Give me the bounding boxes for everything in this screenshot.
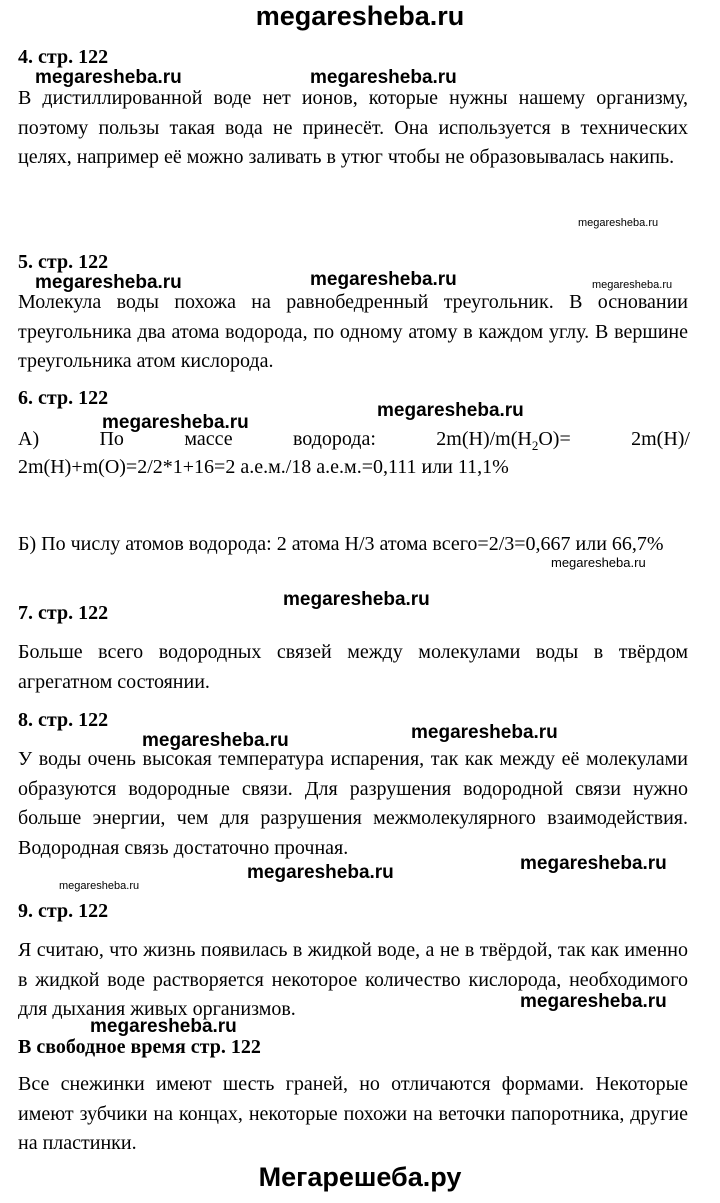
section-4-text: В дистиллированной воде нет ионов, которые нужны нашему организму, поэтому пользы такая вода не принесёт. Она используется в технических целях, например её можно заливать в утюг чтобы не образовывалась накипь. (18, 87, 688, 168)
word: водорода: (292, 428, 376, 450)
section-6-heading: 6. стр. 122 (18, 387, 109, 409)
section-5-heading: 5. стр. 122 (18, 251, 109, 273)
watermark: megaresheba.ru (520, 853, 667, 874)
formula: $2m(H)/m(H_2O)=$ (436, 428, 571, 453)
site-header: megaresheba.ru (255, 1, 465, 31)
watermark: megaresheba.ru (35, 272, 182, 293)
watermark: megaresheba.ru (102, 412, 249, 433)
watermark-small: megaresheba.ru (551, 555, 646, 570)
word: А) (18, 428, 40, 450)
section-4-heading: 4. стр. 122 (18, 46, 109, 68)
watermark: megaresheba.ru (283, 589, 430, 610)
section-8-heading: 8. стр. 122 (18, 709, 109, 731)
free-time-text: Все снежинки имеют шесть граней, но отличаются формами. Некоторые имеют зубчики на концах, некоторые похожи на веточки папоротника, другие на пластинки. (18, 1073, 688, 1154)
watermark: megaresheba.ru (35, 67, 182, 88)
free-time-heading: В свободное время стр. 122 (18, 1036, 261, 1058)
section-6-part-b: Б) По числу атомов водорода: 2 атома H/3 атома всего=2/3=0,667 или 66,7% (18, 533, 664, 555)
word: По (99, 428, 124, 450)
formula: 2m(H)/ (631, 428, 690, 450)
section-7-text: Больше всего водородных связей между молекулами воды в твёрдом агрегатном состоянии. (18, 641, 688, 693)
section-7-heading: 7. стр. 122 (18, 602, 109, 624)
watermark: megaresheba.ru (520, 991, 667, 1012)
watermark: megaresheba.ru (247, 862, 394, 883)
watermark: megaresheba.ru (90, 1016, 237, 1037)
section-6-formula-line: 2m(H)+m(O)=2/2*1+16=2 а.е.м./18 а.е.м.=0,111 или 11,1% (18, 456, 509, 478)
section-8-text: У воды очень высокая температура испарения, так как между её молекулами образуются водородные связи. Для разрушения водородной связи нужно больше энергии, чем для разрушения межмолекулярного взаимодействия. Водородная связь достаточно прочная. (18, 748, 688, 859)
watermark: megaresheba.ru (142, 730, 289, 751)
watermark-small: megaresheba.ru (578, 217, 659, 229)
watermark: megaresheba.ru (310, 269, 457, 290)
watermark: megaresheba.ru (377, 400, 524, 421)
word: массе (184, 428, 233, 450)
section-9-text: Я считаю, что жизнь появилась в жидкой воде, а не в твёрдой, так как именно в жидкой воде растворяется некоторое количество кислорода, необходимого для дыхания живых организмов. (18, 939, 688, 1020)
section-9-heading: 9. стр. 122 (18, 900, 109, 922)
site-footer: Мегарешеба.ру (258, 1162, 462, 1192)
watermark: megaresheba.ru (310, 67, 457, 88)
watermark: megaresheba.ru (411, 722, 558, 743)
watermark-small: megaresheba.ru (59, 880, 140, 892)
section-5-text: Молекула воды похожа на равнобедренный треугольник. В основании треугольника два атома водорода, по одному атому в каждом углу. В вершине треугольника атом кислорода. (18, 291, 688, 372)
watermark-small: megaresheba.ru (592, 279, 673, 291)
